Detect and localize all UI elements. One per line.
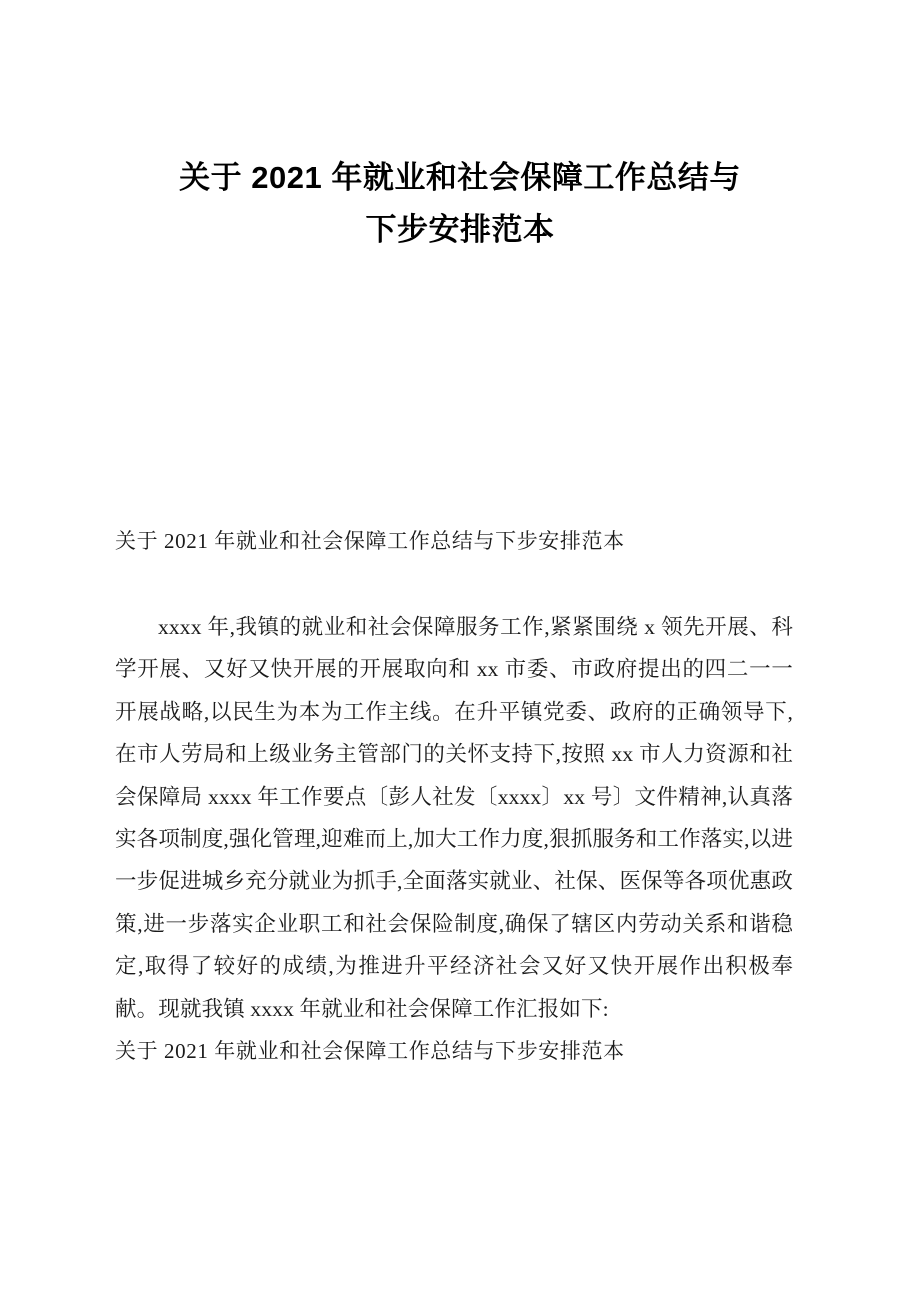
document-title-line-2: 下步安排范本 (365, 212, 555, 247)
document-title (115, 152, 805, 256)
paragraph-spacer (115, 562, 793, 606)
body-paragraph: xxxx 年,我镇的就业和社会保障服务工作,紧紧围绕 x 领先开展、科学开展、又好又快开展的开展取向和 xx 市委、市政府提出的四二一一开展战略,以民生为本为工作主线。在升平镇党委、政府的正确领导下,在市人劳局和上级业务主管部门的关怀支持下,按照 xx 市人力资源和社会保障局 xxxx 年工作要点〔彭人社发〔xxxx〕xx 号〕文件精神,认真落实各项制度,强化管理,迎难而上,加大工作力度,狠抓服务和工作落实,以进一步促进城乡充分就业为抓手,全面落实就业、社保、医保等各项优惠政策,进一步落实企业职工和社会保险制度,确保了辖区内劳动关系和谐稳定,取得了较好的成绩,为推进升平经济社会又好又快开展作出积极奉献。现就我镇 xxxx 年就业和社会保障工作汇报如下: (115, 615, 793, 1021)
document-title-line-1: 关于 2021 年就业和社会保障工作总结与 (179, 160, 741, 195)
document-subtitle: 关于 2021 年就业和社会保障工作总结与下步安排范本 (115, 529, 625, 553)
closing-title-line: 关于 2021 年就业和社会保障工作总结与下步安排范本 (115, 1039, 625, 1064)
document-body (115, 520, 793, 1072)
